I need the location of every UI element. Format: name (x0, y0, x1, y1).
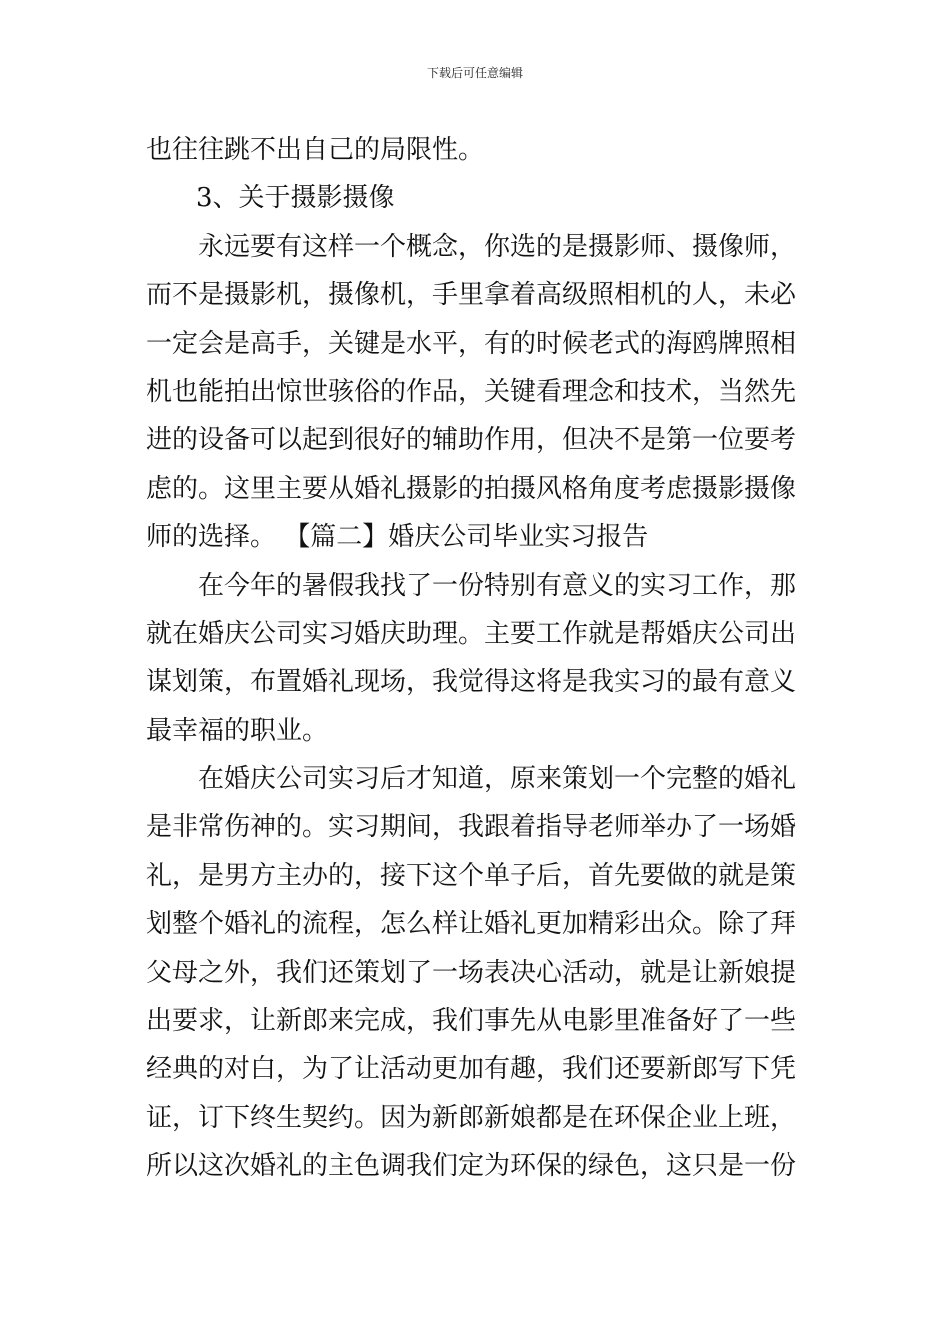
text-line: 是非常伤神的。实习期间，我跟着指导老师举办了一场婚 (146, 812, 797, 843)
text-line: 谋划策，布置婚礼现场，我觉得这将是我实习的最有意义 (146, 667, 797, 698)
text-line: 虑的。这里主要从婚礼摄影的拍摄风格角度考虑摄影摄像 (146, 473, 797, 504)
text-line: 永远要有这样一个概念，你选的是摄影师、摄像师， (198, 231, 797, 262)
section-heading: 3、关于摄影摄像 (196, 183, 395, 214)
text-line: 就在婚庆公司实习婚庆助理。主要工作就是帮婚庆公司出 (146, 618, 797, 649)
page-header: 下载后可任意编辑 (426, 66, 523, 80)
text-line: 最幸福的职业。 (146, 715, 329, 746)
text-line: 经典的对白，为了让活动更加有趣，我们还要新郎写下凭 (146, 1054, 797, 1085)
text-line: 在婚庆公司实习后才知道，原来策划一个完整的婚礼 (198, 764, 797, 795)
text-line: 所以这次婚礼的主色调我们定为环保的绿色，这只是一份 (146, 1151, 797, 1182)
document-body (146, 126, 806, 1191)
text-line: 师的选择。 【篇二】婚庆公司毕业实习报告 (146, 522, 649, 553)
text-line: 一定会是高手，关键是水平，有的时候老式的海鸥牌照相 (146, 328, 797, 359)
text-line: 出要求，让新郎来完成，我们事先从电影里准备好了一些 (146, 1006, 797, 1037)
text-line: 进的设备可以起到很好的辅助作用，但决不是第一位要考 (146, 425, 797, 456)
text-line: 划整个婚礼的流程，怎么样让婚礼更加精彩出众。除了拜 (146, 909, 797, 940)
text-line: 也往往跳不出自己的局限性。 (146, 135, 485, 165)
text-line: 而不是摄影机，摄像机，手里拿着高级照相机的人，未必 (146, 280, 797, 311)
text-line: 父母之外，我们还策划了一场表决心活动，就是让新娘提 (146, 957, 797, 988)
text-line: 机也能拍出惊世骇俗的作品，关键看理念和技术，当然先 (146, 376, 797, 407)
text-line: 在今年的暑假我找了一份特别有意义的实习工作，那 (198, 570, 797, 601)
text-line: 礼，是男方主办的，接下这个单子后，首先要做的就是策 (146, 860, 797, 891)
text-line: 证，订下终生契约。因为新郎新娘都是在环保企业上班， (146, 1102, 797, 1133)
